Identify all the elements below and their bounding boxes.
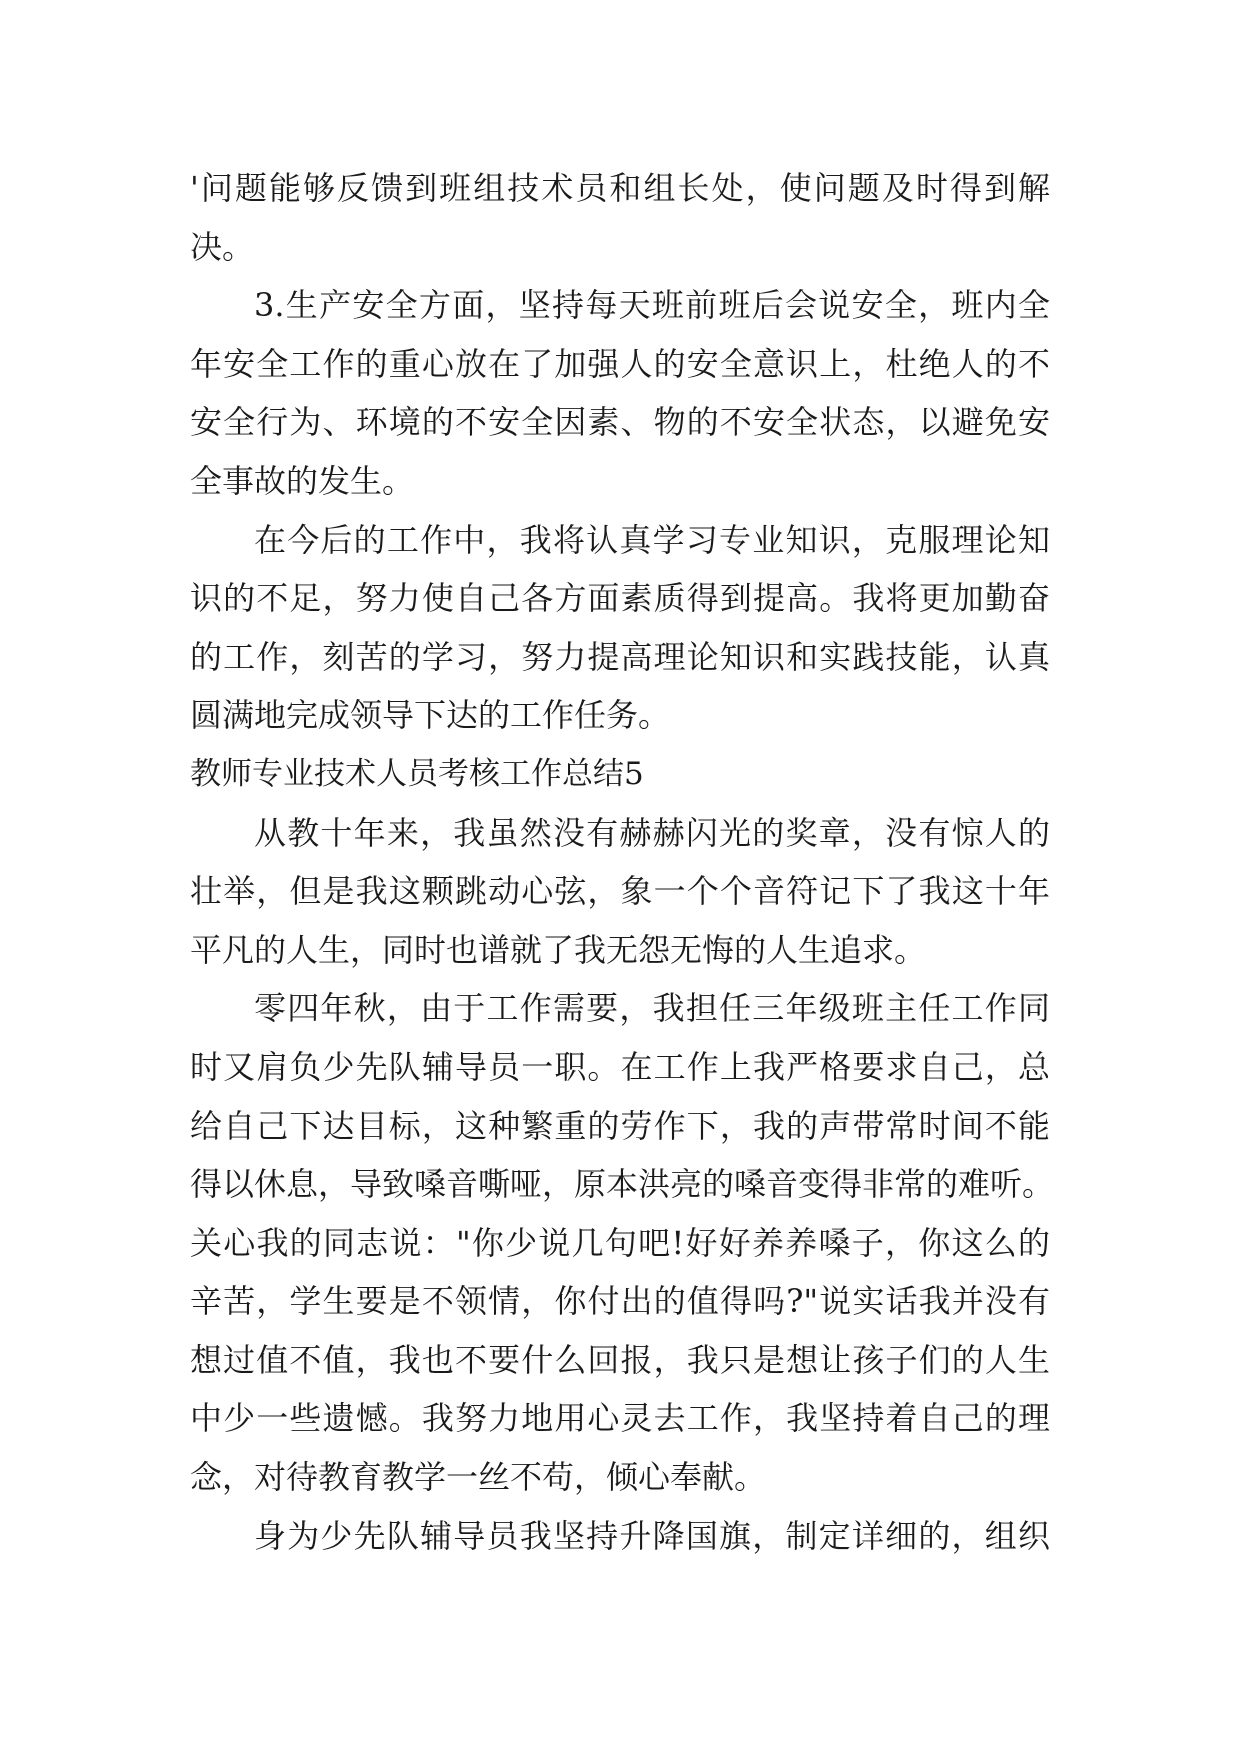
paragraph-line: 念，对待教育教学一丝不苟，倾心奉献。 [190,1458,767,1497]
paragraph-line: 关心我的同志说："你少说几句吧!好好养养嗓子，你这么的 [190,1223,1050,1262]
paragraph-line: 识的不足，努力使自己各方面素质得到提高。我将更加勤奋 [190,579,1050,618]
paragraph-line: 时又肩负少先队辅导员一职。在工作上我严格要求自己，总 [190,1047,1050,1086]
paragraph-line: 安全行为、环境的不安全因素、物的不安全状态，以避免安 [190,403,1050,442]
paragraph-line: 3.生产安全方面，坚持每天班前班后会说安全，班内全 [254,286,1050,325]
paragraph-line: 的工作，刻苦的学习，努力提高理论知识和实践技能，认真 [190,637,1050,676]
paragraph-line: '问题能够反馈到班组技术员和组长处，使问题及时得到解 [190,169,1050,207]
document-body [190,159,1055,1565]
paragraph-line: 中少一些遗憾。我努力地用心灵去工作，我坚持着自己的理 [190,1399,1050,1438]
paragraph-line: 得以休息，导致嗓音嘶哑，原本洪亮的嗓音变得非常的难听。 [190,1165,1055,1204]
paragraph-line: 给自己下达目标，这种繁重的劳作下，我的声带常时间不能 [190,1106,1050,1145]
paragraph-line: 辛苦，学生要是不领情，你付出的值得吗?"说实话我并没有 [190,1282,1050,1321]
paragraph-line: 圆满地完成领导下达的工作任务。 [190,696,671,735]
paragraph-line: 零四年秋，由于工作需要，我担任三年级班主任工作同 [254,989,1050,1028]
paragraph-line: 在今后的工作中，我将认真学习专业知识，克服理论知 [254,520,1050,559]
paragraph-line: 从教十年来，我虽然没有赫赫闪光的奖章，没有惊人的 [254,813,1050,852]
paragraph-line: 年安全工作的重心放在了加强人的安全意识上，杜绝人的不 [190,344,1050,383]
paragraph-line: 身为少先队辅导员我坚持升降国旗，制定详细的，组织 [254,1516,1050,1555]
paragraph-line: 全事故的发生。 [190,461,415,500]
paragraph-line: 决。 [190,227,255,266]
paragraph-line: 平凡的人生，同时也谱就了我无怨无悔的人生追求。 [190,930,927,969]
paragraph-line: 壮举，但是我这颗跳动心弦，象一个个音符记下了我这十年 [190,872,1050,911]
paragraph-line: 想过值不值，我也不要什么回报，我只是想让孩子们的人生 [190,1340,1050,1379]
section-heading: 教师专业技术人员考核工作总结5 [190,755,644,792]
